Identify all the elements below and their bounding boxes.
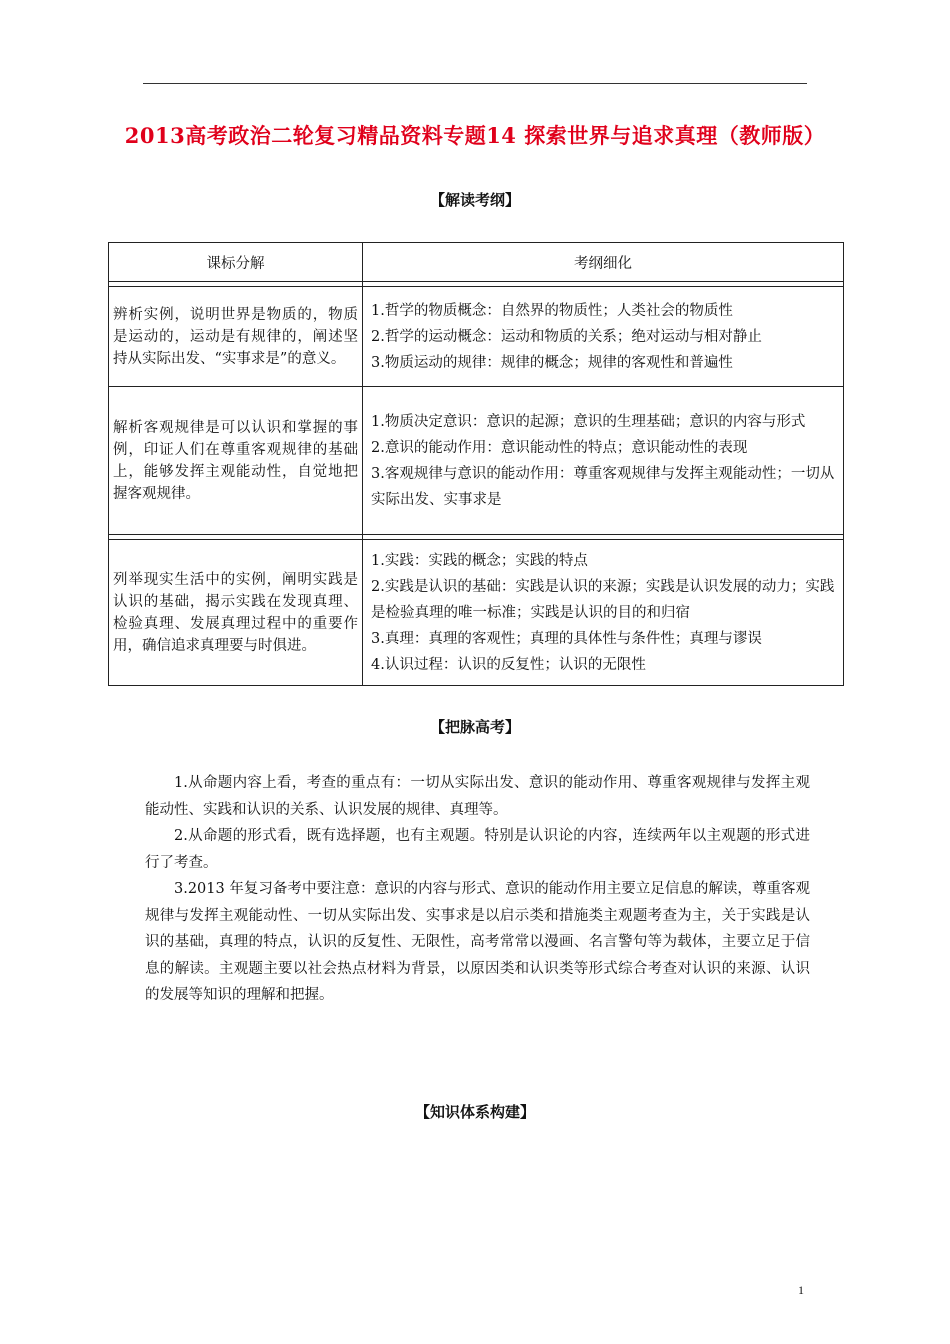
page-number: 1 — [798, 1283, 804, 1297]
table-row — [109, 287, 844, 387]
detail-line: 2.哲学的运动概念：运动和物质的关系；绝对运动与相对静止 — [371, 328, 762, 345]
detail-line: 1.哲学的物质概念：自然界的物质性；人类社会的物质性 — [371, 302, 733, 319]
table-cell-standard: 解析客观规律是可以认识和掌握的事例，印证人们在尊重客观规律的基础上，能够发挥主观能动性，自觉地把握客观规律。 — [109, 387, 363, 535]
paragraph: 1.从命题内容上看，考查的重点有：一切从实际出发、意识的能动作用、尊重客观规律与发挥主观能动性、实践和认识的关系、认识发展的规律、真理等。 — [145, 775, 810, 818]
document-title: 2013高考政治二轮复习精品资料专题14 探索世界与追求真理（教师版） — [124, 123, 826, 148]
paragraph: 2.从命题的形式看，既有选择题，也有主观题。特别是认识论的内容，连续两年以主观题的形式进行了考查。 — [145, 828, 810, 871]
table-row — [109, 387, 844, 535]
detail-line: 1.物质决定意识：意识的起源；意识的生理基础；意识的内容与形式 — [371, 413, 806, 430]
table-cell-standard: 辨析实例，说明世界是物质的，物质是运动的，运动是有规律的，阐述坚持从实际出发、“实事求是”的意义。 — [109, 287, 363, 387]
table-cell-standard: 列举现实生活中的实例，阐明实践是认识的基础，揭示实践在发现真理、检验真理、发展真理过程中的重要作用，确信追求真理要与时俱进。 — [109, 540, 363, 686]
detail-line: 3.真理：真理的客观性；真理的具体性与条件性；真理与谬误 — [371, 630, 762, 647]
table-cell-detail — [363, 287, 844, 387]
paragraph: 3.2013 年复习备考中要注意：意识的内容与形式、意识的能动作用主要立足信息的解读，尊重客观规律与发挥主观能动性、一切从实际出发、实事求是以启示类和措施类主观题考查为主，关于实践是认识的基础，真理的特点，认识的反复性、无限性，高考常常以漫画、名言警句等为载体，主要立足于信息的解读。主观题主要以社会热点材料为背景，以原因类和认识类等形式综合考查对认识的来源、认识的发展等知识的理解和把握。 — [145, 881, 810, 1003]
outline-heading: 【解读考纲】 — [429, 191, 520, 209]
knowledge-heading: 【知识体系构建】 — [414, 1103, 535, 1121]
table-header-row — [109, 243, 844, 282]
table-cell-detail — [363, 540, 844, 686]
detail-line: 1.实践：实践的概念；实践的特点 — [371, 552, 588, 569]
table-cell-detail — [363, 387, 844, 535]
header-rule — [143, 83, 807, 84]
syllabus-table — [108, 242, 844, 686]
detail-line: 2.实践是认识的基础：实践是认识的来源；实践是认识发展的动力；实践是检验真理的唯一标准；实践是认识的目的和归宿 — [371, 578, 835, 621]
table-row — [109, 540, 844, 686]
detail-line: 2.意识的能动作用：意识能动性的特点；意识能动性的表现 — [371, 439, 748, 456]
detail-line: 3.客观规律与意识的能动作用：尊重客观规律与发挥主观能动性；一切从实际出发、实事求是 — [371, 465, 835, 508]
detail-line: 3.物质运动的规律：规律的概念；规律的客观性和普遍性 — [371, 354, 733, 371]
exam-analysis-text — [145, 770, 810, 1009]
table-header-cell: 课标分解 — [109, 243, 363, 282]
exam-heading: 【把脉高考】 — [429, 718, 520, 736]
detail-line: 4.认识过程：认识的反复性；认识的无限性 — [371, 656, 646, 673]
table-header-cell: 考纲细化 — [363, 243, 844, 282]
